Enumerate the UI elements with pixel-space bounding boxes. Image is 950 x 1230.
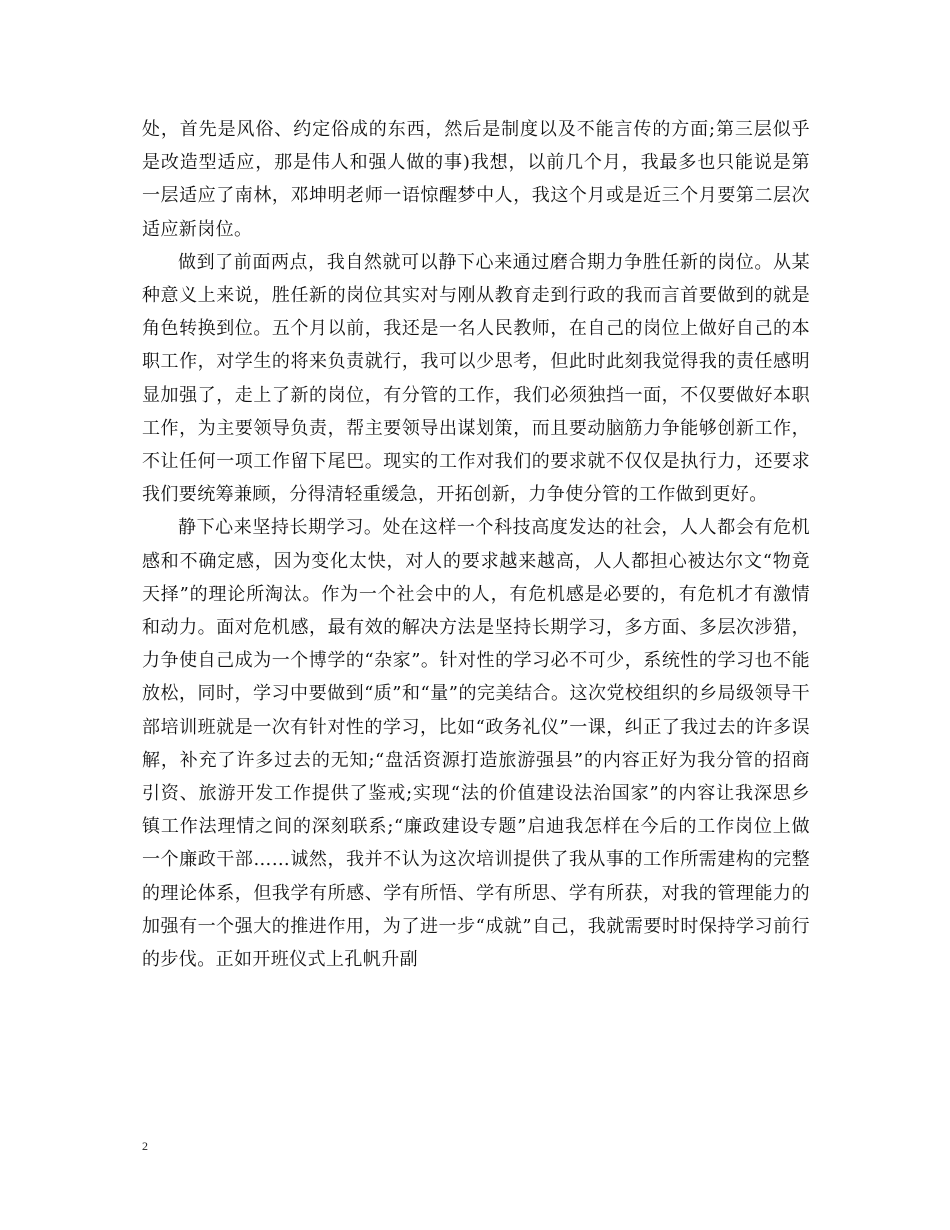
paragraph-3: 静下心来坚持长期学习。处在这样一个科技高度发达的社会，人人都会有危机感和不确定感，因为变化太快，对人的要求越来越高，人人都担心被达尔文“物竟天择”的理论所淘汰。作为一个社会中的人，有危机感是必要的，有危机才有激情和动力。面对危机感，最有效的解决方法是坚持长期学习，多方面、多层次涉猎，力争使自己成为一个博学的“杂家”。针对性的学习必不可少，系统性的学习也不能放松，同时，学习中要做到“质”和“量”的完美结合。这次党校组织的乡局级领导干部培训班就是一次有针对性的学习，比如“政务礼仪”一课，纠正了我过去的许多误解，补充了许多过去的无知;“盘活资源打造旅游强县”的内容正好为我分管的招商引资、旅游开发工作提供了鉴戒;实现“法的价值建设法治国家”的内容让我深思乡镇工作法理情之间的深刻联系;“廉政建设专题”启迪我怎样在今后的工作岗位上做一个廉政干部……诚然，我并不认为这次培训提供了我从事的工作所需建构的完整的理论体系，但我学有所感、学有所悟、学有所思、学有所获，对我的管理能力的加强有一个强大的推进作用，为了进一步“成就”自己，我就需要时时保持学习前行的步伐。正如开班仪式上孔帆升副 — [142, 517, 810, 971]
paragraph-2: 做到了前面两点，我自然就可以静下心来通过磨合期力争胜任新的岗位。从某种意义上来说，胜任新的岗位其实对与刚从教育走到行政的我而言首要做到的就是角色转换到位。五个月以前，我还是一名人民教师，在自己的岗位上做好自己的本职工作，对学生的将来负责就行，我可以少思考，但此时此刻我觉得我的责任感明显加强了，走上了新的岗位，有分管的工作，我们必须独挡一面，不仅要做好本职工作，为主要领导负责，帮主要领导出谋划策，而且要动脑筋力争能够创新工作，不让任何一项工作留下尾巴。现实的工作对我们的要求就不仅仅是执行力，还要求我们要统筹兼顾，分得清轻重缓急，开拓创新，力争使分管的工作做到更好。 — [142, 251, 810, 506]
body-text — [142, 113, 810, 976]
paragraph-1: 处，首先是风俗、约定俗成的东西，然后是制度以及不能言传的方面;第三层似乎是改造型适应，那是伟人和强人做的事)我想，以前几个月，我最多也只能说是第一层适应了南林，邓坤明老师一语惊醒梦中人，我这个月或是近三个月要第二层次适应新岗位。 — [142, 119, 810, 240]
page-number: 2 — [142, 1139, 148, 1153]
